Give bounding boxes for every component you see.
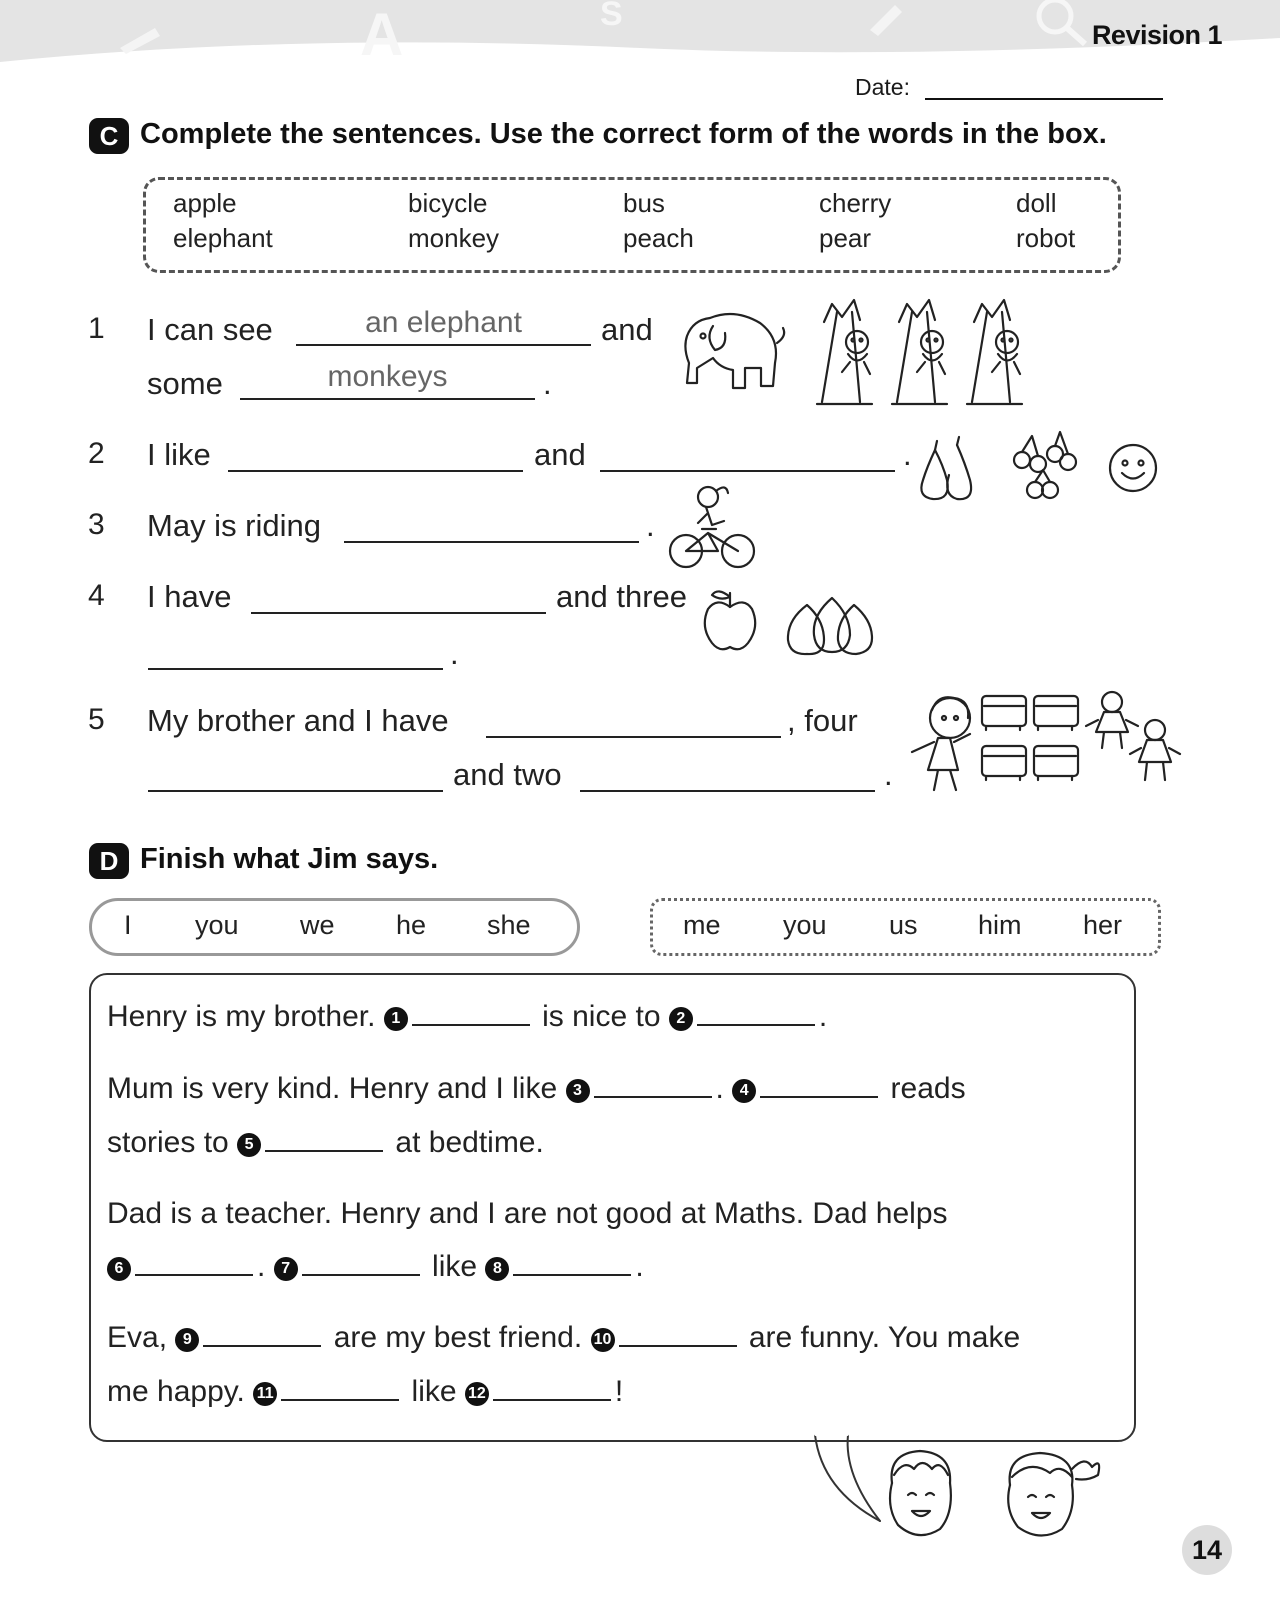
doll-buses-robots-picture: [898, 690, 1183, 795]
word-box-word: bicycle: [408, 188, 488, 218]
pears-picture: [915, 435, 985, 505]
answer-blank[interactable]: [580, 790, 875, 792]
story-line-3: [107, 1126, 544, 1160]
section-c-instruction: Complete the sentences. Use the correct form of the words in the box.: [140, 118, 1107, 150]
blank-number-badge: 10: [591, 1328, 615, 1352]
svg-text:S: S: [600, 0, 623, 33]
word-box-word: robot: [1016, 223, 1076, 253]
story-text: .: [715, 1072, 724, 1105]
story-blank-1[interactable]: [412, 1024, 530, 1026]
peaches-picture: [782, 590, 882, 660]
question-text: and: [601, 312, 653, 347]
question-end: .: [903, 437, 912, 472]
question-number: 1: [88, 312, 105, 345]
question-text: I can see: [147, 312, 273, 347]
question-number: 5: [88, 703, 105, 736]
blank-number-badge: 3: [566, 1079, 590, 1103]
story-blank-8[interactable]: [513, 1274, 631, 1276]
blank-number-badge: 4: [732, 1079, 756, 1103]
subject-pronoun: he: [396, 910, 427, 940]
story-text: .: [257, 1250, 266, 1283]
answer-blank[interactable]: [228, 470, 523, 472]
elephant-picture: [675, 308, 795, 398]
question-number: 3: [88, 508, 105, 541]
story-blank-6[interactable]: [135, 1274, 253, 1276]
question-end: .: [450, 636, 459, 671]
blank-number-badge: 2: [669, 1007, 693, 1031]
section-d-badge: D: [89, 843, 129, 879]
answer-blank[interactable]: [251, 612, 546, 614]
section-c-badge: C: [89, 118, 129, 154]
story-line-6: [107, 1321, 1020, 1355]
children-picture: [880, 1445, 1120, 1545]
story-text: like: [432, 1250, 478, 1283]
answer-blank[interactable]: [600, 470, 895, 472]
question-text: and: [534, 437, 586, 472]
header-banner: [0, 0, 1280, 70]
story-text: are funny. You make: [748, 1321, 1021, 1354]
answer-blank[interactable]: [148, 790, 443, 792]
subject-pronoun: I: [124, 910, 132, 940]
story-text: .: [818, 1000, 828, 1033]
word-box-word: cherry: [819, 188, 892, 218]
object-pronoun: me: [683, 910, 721, 940]
word-box-word: bus: [623, 188, 665, 218]
question-text: and three: [556, 579, 687, 614]
cherries-picture: [1010, 432, 1080, 502]
blank-number-badge: 1: [384, 1007, 408, 1031]
story-text: is nice to: [542, 1000, 661, 1033]
story-text: Henry is my brother.: [107, 1000, 376, 1033]
question-number: 2: [88, 437, 105, 470]
girl-on-bicycle-picture: [668, 483, 758, 571]
question-end: .: [543, 366, 552, 401]
story-blank-11[interactable]: [281, 1399, 399, 1401]
story-blank-4[interactable]: [760, 1096, 878, 1098]
question-text: and two: [453, 757, 562, 792]
date-field[interactable]: [925, 98, 1163, 100]
answer-blank[interactable]: [486, 736, 781, 738]
story-text: at bedtime.: [395, 1126, 544, 1159]
apple-picture: [702, 585, 762, 655]
question-text: May is riding: [147, 508, 321, 543]
blank-number-badge: 6: [107, 1257, 131, 1281]
story-text: are my best friend.: [333, 1321, 583, 1354]
story-blank-5[interactable]: [265, 1150, 383, 1152]
story-text: Mum is very kind. Henry and I like: [107, 1072, 558, 1105]
question-text: I like: [147, 437, 211, 472]
question-text: some: [147, 366, 223, 401]
revision-label: Revision 1: [1091, 20, 1222, 50]
question-text: I have: [147, 579, 232, 614]
story-blank-2[interactable]: [697, 1024, 815, 1026]
story-line-7: [107, 1375, 623, 1409]
blank-number-badge: 9: [175, 1328, 199, 1352]
story-line-4: [107, 1197, 948, 1231]
story-line-1: [107, 1000, 827, 1034]
story-blank-10[interactable]: [619, 1345, 737, 1347]
answer-blank[interactable]: [148, 668, 443, 670]
story-text: reads: [890, 1072, 966, 1105]
word-box-word: elephant: [173, 223, 273, 253]
object-pronoun: us: [889, 910, 918, 940]
question-text: , four: [787, 703, 858, 738]
story-line-5: [107, 1250, 644, 1284]
object-pronoun: you: [783, 910, 827, 940]
object-pronoun: him: [978, 910, 1022, 940]
page-number: 14: [1182, 1525, 1232, 1575]
word-box-word: monkey: [408, 223, 500, 253]
story-text: me happy.: [107, 1375, 245, 1408]
story-text: like: [411, 1375, 457, 1408]
story-line-2: [107, 1072, 966, 1106]
smiley-face-icon: [1107, 442, 1159, 494]
answer-text: monkeys: [327, 360, 448, 393]
answer-text: an elephant: [365, 306, 522, 339]
monkeys-picture: [812, 292, 1037, 407]
answer-blank[interactable]: [344, 541, 639, 543]
story-text: stories to: [107, 1126, 229, 1159]
story-text: .: [635, 1250, 644, 1283]
story-blank-12[interactable]: [493, 1399, 611, 1401]
story-blank-3[interactable]: [594, 1096, 712, 1098]
story-blank-9[interactable]: [203, 1345, 321, 1347]
blank-number-badge: 11: [253, 1382, 277, 1406]
blank-number-badge: 7: [274, 1257, 298, 1281]
answer-blank[interactable]: [296, 344, 591, 346]
subject-pronoun: you: [195, 910, 239, 940]
object-pronoun: her: [1083, 910, 1123, 940]
story-text: Dad is a teacher. Henry and I are not good at Maths. Dad helps: [107, 1197, 948, 1230]
subject-pronoun: she: [487, 910, 531, 940]
answer-blank[interactable]: [240, 398, 535, 400]
story-text: !: [614, 1375, 624, 1408]
subject-pronoun: we: [300, 910, 335, 940]
svg-text:A: A: [360, 1, 404, 68]
word-box-word: pear: [819, 223, 872, 253]
story-blank-7[interactable]: [302, 1274, 420, 1276]
blank-number-badge: 8: [485, 1257, 509, 1281]
speech-bubble-tail: [800, 1435, 890, 1525]
question-end: .: [884, 757, 893, 792]
date-label: Date:: [855, 74, 910, 100]
blank-number-badge: 5: [237, 1133, 261, 1157]
question-number: 4: [88, 579, 105, 612]
question-end: .: [646, 508, 655, 543]
question-text: My brother and I have: [147, 703, 449, 738]
section-d-instruction: Finish what Jim says.: [140, 843, 439, 875]
blank-number-badge: 12: [465, 1382, 489, 1406]
word-box-word: doll: [1016, 188, 1057, 218]
word-box-word: peach: [623, 223, 694, 253]
story-text: Eva,: [107, 1321, 168, 1354]
word-box-word: apple: [173, 188, 237, 218]
